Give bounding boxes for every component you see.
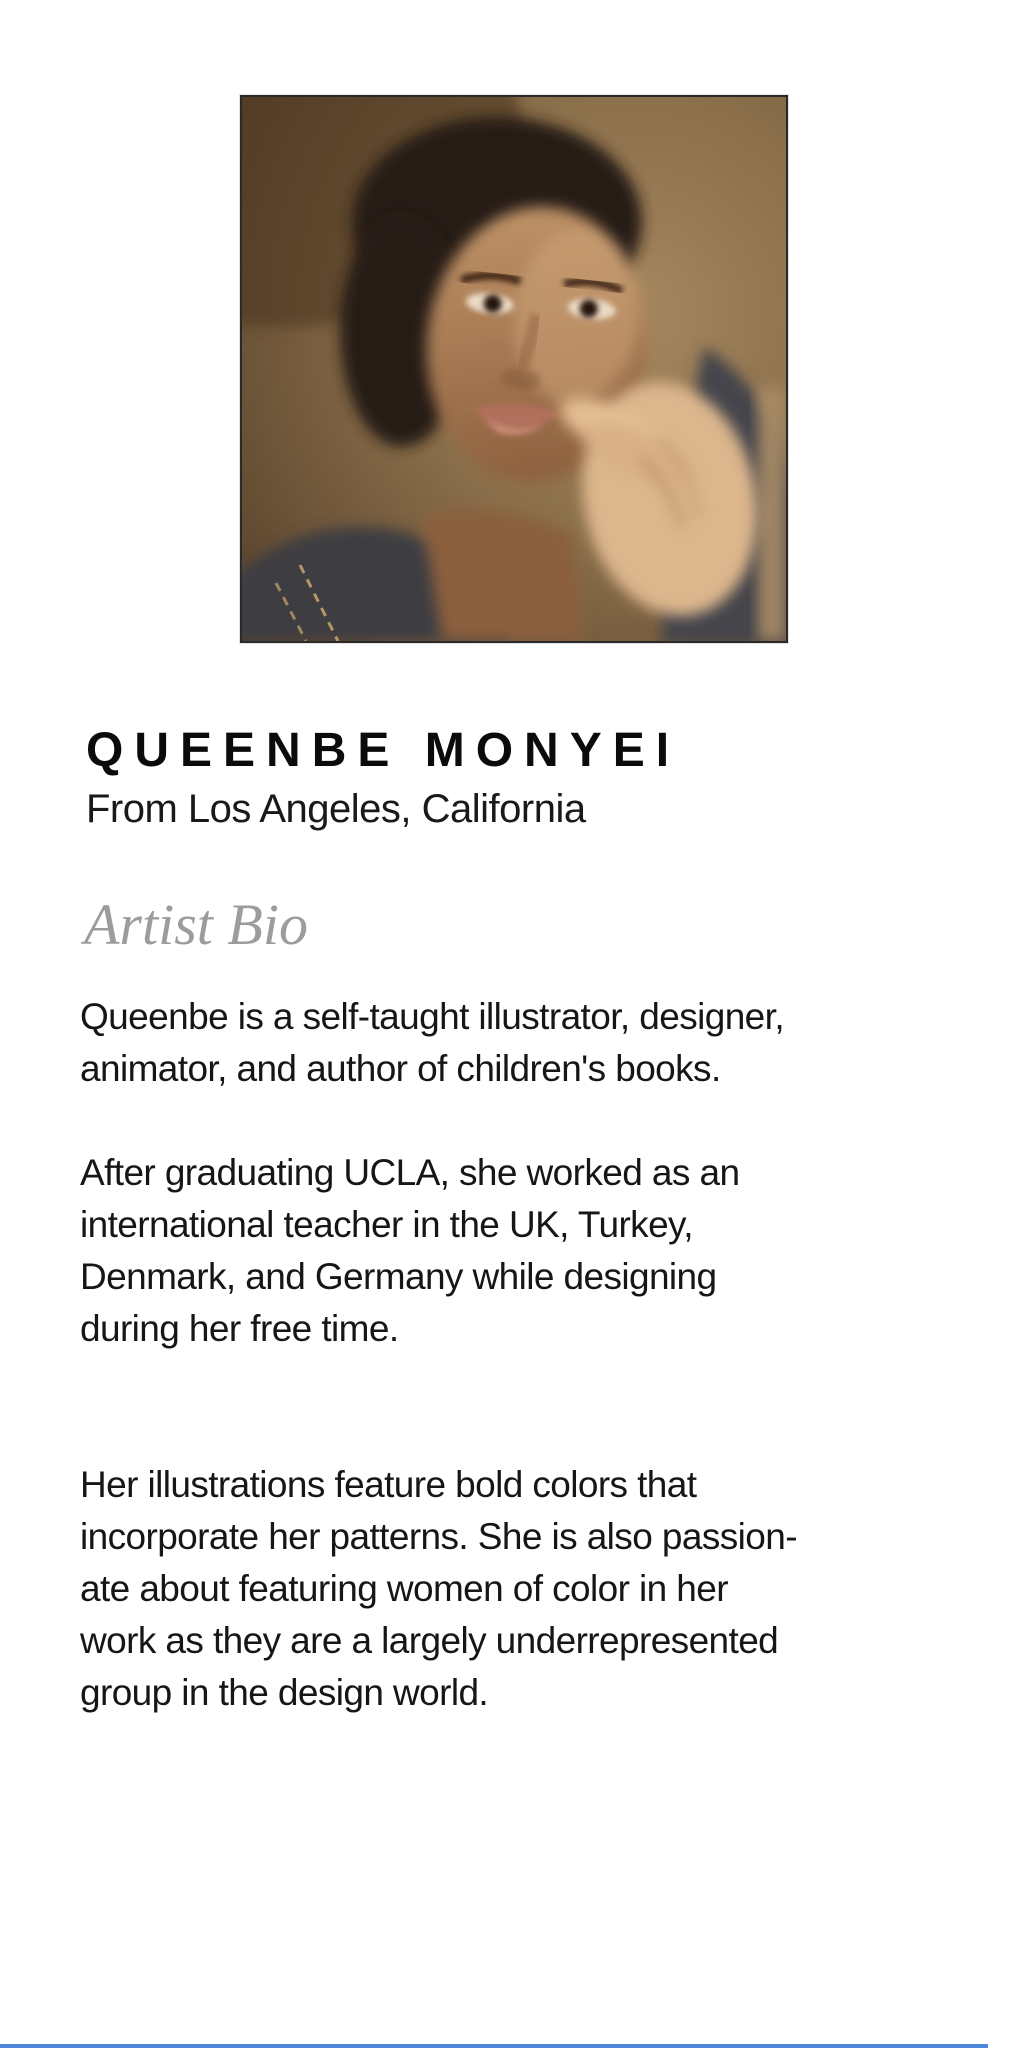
bio-line: Queenbe is a self-taught illustrator, designer, — [80, 996, 785, 1037]
bio-line: Her illustrations feature bold colors that — [80, 1464, 697, 1505]
bio-line: international teacher in the UK, Turkey, — [80, 1204, 693, 1245]
artist-name: QUEENBE MONYEI — [86, 724, 681, 777]
bottom-accent-line — [0, 2044, 988, 2048]
bio-paragraph — [80, 1147, 940, 1355]
artist-bio-heading: Artist Bio — [84, 892, 308, 957]
artist-bio-body — [80, 991, 940, 1771]
bio-paragraph — [80, 1459, 940, 1719]
bio-line: incorporate her patterns. She is also passion- — [80, 1516, 797, 1557]
bio-line: during her free time. — [80, 1308, 399, 1349]
bio-line: work as they are a largely underrepresented — [80, 1620, 779, 1661]
portrait-illustration — [242, 97, 786, 641]
bio-line: ate about featuring women of color in her — [80, 1568, 728, 1609]
bio-line: After graduating UCLA, she worked as an — [80, 1152, 740, 1193]
bio-line: animator, and author of children's books. — [80, 1048, 721, 1089]
artist-origin: From Los Angeles, California — [86, 787, 586, 831]
bio-line: group in the design world. — [80, 1672, 489, 1713]
artist-portrait-photo — [240, 95, 788, 643]
bio-line: Denmark, and Germany while designing — [80, 1256, 717, 1297]
bio-paragraph — [80, 991, 940, 1095]
